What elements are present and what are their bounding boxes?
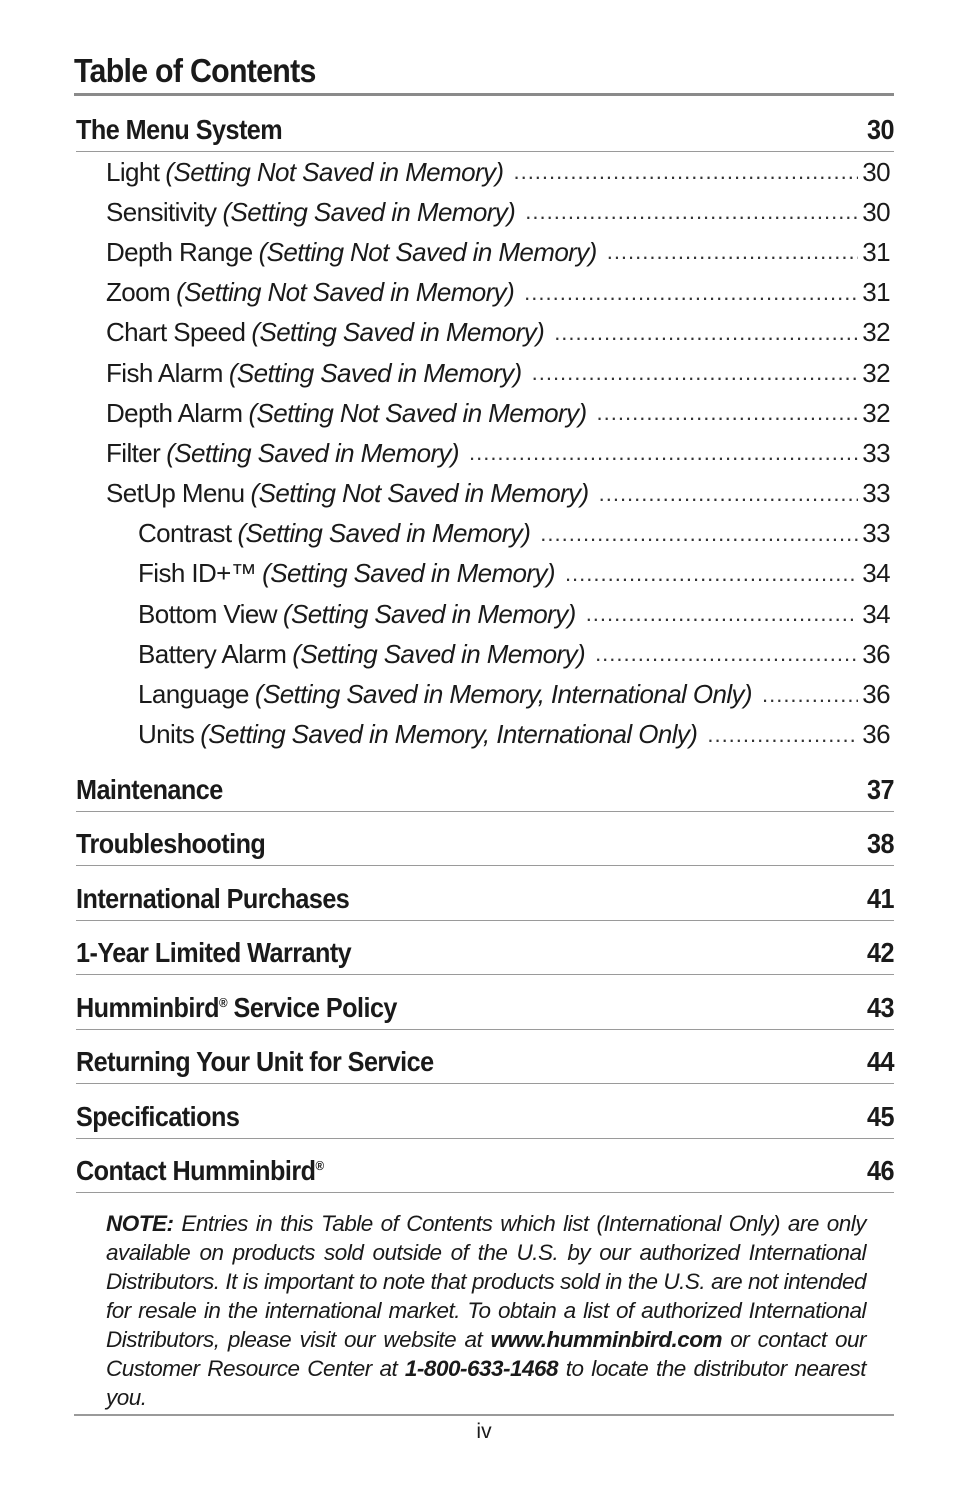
toc-entry-light[interactable]: [74, 152, 890, 192]
entry-page: 30: [862, 196, 890, 227]
dot-leader: [597, 400, 859, 426]
entry-title: SetUp Menu: [106, 478, 245, 509]
section-page: 38: [867, 828, 894, 859]
entry-note: (Setting Not Saved in Memory): [248, 397, 587, 428]
toc-section-warranty[interactable]: [76, 935, 894, 975]
entry-title: Chart Speed: [106, 317, 246, 348]
section-divider: [76, 1029, 894, 1030]
toc-entry-language[interactable]: [74, 674, 890, 714]
entry-page: 33: [862, 478, 890, 509]
entry-note: (Setting Saved in Memory): [262, 558, 555, 589]
dot-leader: [607, 239, 859, 265]
toc-section-service-policy[interactable]: [76, 990, 894, 1030]
entry-title: Bottom View: [138, 598, 277, 629]
entry-title: Light: [106, 156, 160, 187]
entry-title: Contrast: [138, 518, 232, 549]
section-label: Troubleshooting: [76, 828, 266, 859]
section-label: Specifications: [76, 1101, 240, 1132]
section-page: 44: [867, 1046, 894, 1077]
toc-entry-contrast[interactable]: [74, 514, 890, 554]
section-divider: [76, 1192, 894, 1193]
section-divider: [76, 974, 894, 975]
entry-note: (Setting Saved in Memory, International Only): [254, 679, 752, 710]
section-page: 45: [867, 1101, 894, 1132]
entry-page: 31: [862, 236, 890, 267]
entry-title: Fish Alarm: [106, 357, 223, 388]
entry-title: Zoom: [106, 277, 171, 308]
toc-entry-fish-id[interactable]: [74, 554, 890, 594]
menu-system-entries: [74, 152, 890, 755]
toc-section-contact[interactable]: [76, 1153, 894, 1193]
entry-page: 36: [862, 638, 890, 669]
entry-page: 34: [862, 598, 890, 629]
dot-leader: [762, 682, 858, 708]
footer-divider: [74, 1414, 894, 1416]
entry-page: 36: [862, 679, 890, 710]
entry-title: Units: [138, 719, 195, 750]
dot-leader: [586, 601, 859, 627]
toc-section-troubleshooting[interactable]: [76, 826, 894, 866]
entry-note: (Setting Saved in Memory): [251, 317, 545, 348]
toc-section-menu-system[interactable]: [76, 112, 894, 152]
dot-leader: [599, 481, 859, 507]
entry-page: 32: [862, 357, 890, 388]
dot-leader: [707, 722, 858, 748]
section-page: 30: [867, 114, 894, 145]
entry-title: Language: [138, 679, 249, 710]
dot-leader: [565, 561, 858, 587]
dot-leader: [554, 320, 858, 346]
section-page: 37: [867, 774, 894, 805]
entry-title: Depth Range: [106, 236, 253, 267]
section-label: [76, 992, 397, 1024]
website-link[interactable]: www.humminbird.com: [490, 1327, 722, 1352]
phone-number: 1-800-633-1468: [404, 1356, 559, 1381]
dot-leader: [532, 360, 859, 386]
toc-section-returning-unit[interactable]: [76, 1044, 894, 1084]
toc-section-specifications[interactable]: [76, 1099, 894, 1139]
entry-note: (Setting Not Saved in Memory): [176, 277, 515, 308]
section-label-brand: Humminbird: [76, 992, 220, 1023]
entry-note: (Setting Saved in Memory): [166, 437, 459, 468]
entry-page: 36: [862, 719, 890, 750]
entry-note: (Setting Saved in Memory): [292, 638, 586, 669]
section-page: 41: [867, 883, 894, 914]
section-divider: [76, 811, 894, 812]
entry-note: (Setting Saved in Memory): [228, 357, 522, 388]
dot-leader: [595, 641, 858, 667]
toc-entry-bottom-view[interactable]: [74, 594, 890, 634]
section-label: 1-Year Limited Warranty: [76, 937, 352, 968]
section-page: 42: [867, 937, 894, 968]
entry-note: (Setting Saved in Memory): [282, 598, 576, 629]
section-label: [76, 1155, 324, 1187]
entry-title: Sensitivity: [106, 196, 217, 227]
section-label: Returning Your Unit for Service: [76, 1046, 434, 1077]
section-divider: [76, 1083, 894, 1084]
dot-leader: [525, 199, 858, 225]
note-text: Entries in this Table of Contents which list (International Only) are only available on products sold outside of the U.S. by our authorized International Distributors. It is important to note that products sold in the U.S. are not intended for resale in the international market. To obtain a list of authorized International Distributors, please visit our website at: [106, 1211, 866, 1352]
section-label-brand: Contact Humminbird: [76, 1155, 316, 1186]
section-divider: [76, 1138, 894, 1139]
dot-leader: [469, 440, 858, 466]
toc-entry-depth-range[interactable]: [74, 232, 890, 272]
entry-title: Depth Alarm: [106, 397, 243, 428]
entry-title: Fish ID+™: [138, 558, 257, 589]
entry-page: 30: [862, 156, 890, 187]
entry-note: (Setting Saved in Memory, International Only): [200, 719, 698, 750]
page-title: Table of Contents: [74, 52, 316, 89]
dot-leader: [524, 280, 858, 306]
toc-entry-zoom[interactable]: [74, 273, 890, 313]
entry-note: (Setting Saved in Memory): [237, 518, 531, 549]
section-label-suffix: Service Policy: [227, 992, 397, 1023]
section-page: 43: [867, 992, 894, 1023]
toc-section-maintenance[interactable]: [76, 772, 894, 812]
section-label: The Menu System: [76, 114, 283, 145]
toc-entry-chart-speed[interactable]: [74, 313, 890, 353]
entry-page: 32: [862, 317, 890, 348]
toc-entry-units[interactable]: [74, 715, 890, 755]
entry-page: 34: [862, 558, 890, 589]
page-number: iv: [476, 1420, 492, 1443]
section-divider: [76, 865, 894, 866]
section-page: 46: [867, 1155, 894, 1186]
title-divider: [74, 93, 894, 96]
entry-note: (Setting Saved in Memory): [222, 196, 516, 227]
entry-note: (Setting Not Saved in Memory): [165, 156, 504, 187]
toc-entry-filter[interactable]: [74, 433, 890, 473]
note-text: to locate the distributor nearest you.: [106, 1356, 866, 1410]
registered-mark: ®: [219, 995, 228, 1010]
toc-entry-sensitivity[interactable]: [74, 192, 890, 232]
entry-note: (Setting Not Saved in Memory): [258, 236, 597, 267]
entry-page: 31: [862, 277, 890, 308]
dot-leader: [513, 159, 858, 185]
note-text: or contact our Customer Resource Center at: [106, 1327, 866, 1381]
toc-entry-depth-alarm[interactable]: [74, 393, 890, 433]
section-label: International Purchases: [76, 883, 350, 914]
toc-section-international-purchases[interactable]: [76, 881, 894, 921]
toc-entry-battery-alarm[interactable]: [74, 634, 890, 674]
entry-page: 33: [862, 437, 890, 468]
entry-note: (Setting Not Saved in Memory): [250, 478, 589, 509]
section-label: Maintenance: [76, 774, 223, 805]
entry-page: 32: [862, 397, 890, 428]
note-lead: NOTE:: [106, 1211, 174, 1236]
entry-title: Battery Alarm: [138, 638, 287, 669]
entry-page: 33: [862, 518, 890, 549]
international-note: [106, 1209, 866, 1412]
entry-title: Filter: [106, 437, 161, 468]
section-divider: [76, 920, 894, 921]
registered-mark: ®: [315, 1158, 324, 1173]
toc-entry-setup-menu[interactable]: [74, 474, 890, 514]
toc-entry-fish-alarm[interactable]: [74, 353, 890, 393]
dot-leader: [540, 521, 858, 547]
